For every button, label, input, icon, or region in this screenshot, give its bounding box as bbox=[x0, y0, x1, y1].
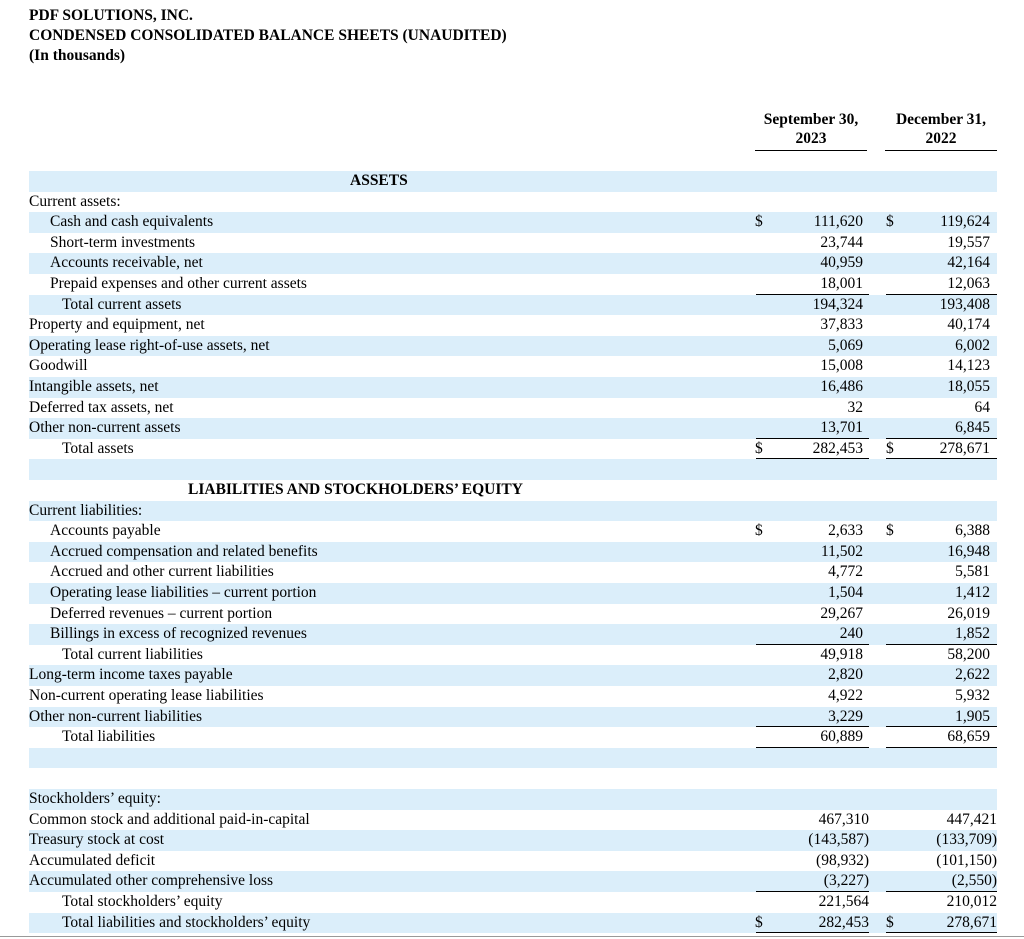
column-header-2023-line2: 2023 bbox=[795, 130, 827, 147]
value-2023: 2,820 bbox=[828, 666, 863, 684]
dollar-sign-2022: $ bbox=[886, 522, 894, 540]
value-2023: 282,453 bbox=[818, 913, 869, 931]
table-row bbox=[0, 624, 1024, 645]
value-2022: 64 bbox=[974, 398, 990, 416]
value-2022: 19,557 bbox=[947, 233, 990, 251]
section-liabilities-text: LIABILITIES AND STOCKHOLDERS’ EQUITY bbox=[188, 481, 523, 498]
value-2023: 15,008 bbox=[820, 357, 863, 375]
row-label: Accrued compensation and related benefits bbox=[50, 542, 318, 560]
value-2022: 14,123 bbox=[947, 357, 990, 375]
value-2022: 278,671 bbox=[946, 913, 997, 931]
table-row bbox=[0, 707, 1024, 728]
row-label: Billings in excess of recognized revenues bbox=[50, 625, 307, 643]
row-label: Other non-current liabilities bbox=[29, 707, 203, 725]
value-2023: 29,267 bbox=[820, 604, 863, 622]
value-2023: 282,453 bbox=[812, 439, 863, 457]
column-header-2023-line1: September 30, bbox=[763, 111, 859, 128]
dollar-sign-2022: $ bbox=[886, 913, 894, 931]
value-2023: 4,922 bbox=[828, 687, 863, 704]
value-2022: 42,164 bbox=[947, 254, 990, 272]
value-2022: 1,412 bbox=[955, 584, 990, 601]
row-label: Deferred tax assets, net bbox=[29, 398, 174, 416]
row-label: Operating lease liabilities – current portion bbox=[50, 584, 317, 601]
table-row bbox=[0, 336, 1024, 357]
value-2022: 447,421 bbox=[946, 810, 997, 828]
table-row bbox=[0, 892, 1024, 913]
dollar-sign-2022: $ bbox=[886, 439, 894, 457]
row-label: Current liabilities: bbox=[29, 501, 143, 519]
row-label: Long-term income taxes payable bbox=[29, 666, 233, 684]
table-row bbox=[0, 418, 1024, 439]
row-label: Goodwill bbox=[29, 357, 88, 375]
current-liabilities-heading bbox=[0, 501, 1024, 522]
table-row bbox=[0, 851, 1024, 872]
table-row bbox=[0, 212, 1024, 233]
value-2022: 210,012 bbox=[946, 893, 997, 910]
row-label: Stockholders’ equity: bbox=[29, 790, 161, 807]
table-row bbox=[0, 686, 1024, 707]
value-2023: 11,502 bbox=[820, 542, 863, 560]
table-row bbox=[0, 295, 1024, 316]
table-row bbox=[0, 583, 1024, 604]
value-2023: 221,564 bbox=[818, 893, 869, 910]
value-2023: 1,504 bbox=[828, 584, 863, 601]
table-row bbox=[0, 645, 1024, 666]
dollar-sign-2022: $ bbox=[886, 213, 894, 231]
value-2023: 467,310 bbox=[818, 810, 869, 828]
table-row bbox=[0, 233, 1024, 254]
row-label: Other non-current assets bbox=[29, 419, 181, 437]
value-2023: 60,889 bbox=[820, 728, 863, 746]
row-label: Deferred revenues – current portion bbox=[50, 604, 273, 622]
units-note: (In thousands) bbox=[29, 47, 126, 64]
dollar-sign-2023: $ bbox=[755, 913, 763, 931]
value-2023: (143,587) bbox=[808, 831, 869, 849]
value-2022: 6,388 bbox=[955, 522, 990, 540]
row-label: Operating lease right-of-use assets, net bbox=[29, 336, 270, 354]
value-2023: 37,833 bbox=[820, 316, 863, 334]
value-2023: 18,001 bbox=[820, 275, 863, 292]
column-header-2022-line1: December 31, bbox=[895, 111, 987, 128]
row-label: Intangible assets, net bbox=[29, 378, 159, 395]
value-2022: 6,845 bbox=[955, 419, 990, 437]
value-2022: 58,200 bbox=[947, 645, 990, 663]
spacer-row bbox=[0, 459, 1024, 480]
table-row bbox=[0, 727, 1024, 748]
value-2023: 194,324 bbox=[812, 295, 863, 313]
value-2023: 32 bbox=[847, 398, 863, 416]
row-label: Accounts receivable, net bbox=[50, 254, 203, 272]
value-2023: 2,633 bbox=[828, 522, 863, 540]
value-2023: 111,620 bbox=[813, 213, 863, 231]
table-row bbox=[0, 398, 1024, 419]
table-row bbox=[0, 377, 1024, 398]
column-header-2022-line2: 2022 bbox=[925, 130, 957, 147]
stockholders-equity-heading bbox=[0, 789, 1024, 810]
value-2022: 1,852 bbox=[955, 625, 990, 643]
column-header-2023 bbox=[755, 110, 867, 151]
table-row bbox=[0, 315, 1024, 336]
table-row bbox=[0, 253, 1024, 274]
row-label: Short-term investments bbox=[50, 233, 196, 251]
table-row bbox=[0, 521, 1024, 542]
section-liabilities bbox=[0, 480, 1024, 501]
value-2022: 6,002 bbox=[955, 336, 990, 354]
table-row bbox=[0, 604, 1024, 625]
row-label: Accrued and other current liabilities bbox=[50, 563, 274, 581]
row-label: Total stockholders’ equity bbox=[62, 893, 223, 910]
row-label: Property and equipment, net bbox=[29, 316, 205, 334]
row-label: Total liabilities and stockholders’ equity bbox=[62, 913, 311, 931]
table-row bbox=[0, 439, 1024, 460]
spacer-row bbox=[0, 768, 1024, 789]
value-2022: 12,063 bbox=[947, 275, 990, 292]
table-row bbox=[0, 542, 1024, 563]
row-label: Non-current operating lease liabilities bbox=[29, 687, 264, 704]
dollar-sign-2023: $ bbox=[755, 213, 763, 231]
value-2022: 119,624 bbox=[940, 213, 990, 231]
value-2023: (3,227) bbox=[823, 872, 869, 890]
value-2022: 40,174 bbox=[947, 316, 990, 334]
value-2022: 278,671 bbox=[939, 439, 990, 457]
table-row bbox=[0, 810, 1024, 831]
value-2022: (101,150) bbox=[936, 851, 997, 869]
value-2022: 2,622 bbox=[955, 666, 990, 684]
value-2022: (133,709) bbox=[936, 831, 997, 849]
value-2023: 16,486 bbox=[820, 378, 863, 395]
dollar-sign-2023: $ bbox=[755, 439, 763, 457]
row-label: Accumulated other comprehensive loss bbox=[29, 872, 274, 890]
value-2023: (98,932) bbox=[816, 851, 869, 869]
value-2023: 40,959 bbox=[820, 254, 863, 272]
page-bottom-rule bbox=[0, 936, 1024, 937]
row-label: Total liabilities bbox=[62, 728, 156, 746]
value-2022: 18,055 bbox=[947, 378, 990, 395]
value-2022: 193,408 bbox=[939, 295, 990, 313]
value-2022: 68,659 bbox=[947, 728, 990, 746]
row-label: Total current assets bbox=[62, 295, 182, 313]
value-2022: 5,932 bbox=[955, 687, 990, 704]
value-2022: (2,550) bbox=[951, 872, 997, 890]
value-2022: 5,581 bbox=[955, 563, 990, 581]
row-label: Treasury stock at cost bbox=[29, 831, 165, 849]
value-2023: 240 bbox=[839, 625, 863, 643]
table-row bbox=[0, 665, 1024, 686]
value-2023: 13,701 bbox=[820, 419, 863, 437]
column-header-2022 bbox=[885, 110, 997, 151]
table-row bbox=[0, 913, 1024, 934]
value-2022: 26,019 bbox=[947, 604, 990, 622]
row-label: Accumulated deficit bbox=[29, 851, 156, 869]
current-assets-heading bbox=[0, 192, 1024, 213]
table-row bbox=[0, 871, 1024, 892]
row-label: Accounts payable bbox=[50, 522, 161, 540]
row-label: Common stock and additional paid-in-capital bbox=[29, 810, 310, 828]
value-2022: 1,905 bbox=[955, 707, 990, 725]
table-row bbox=[0, 274, 1024, 295]
value-2023: 5,069 bbox=[828, 336, 863, 354]
row-label: Total current liabilities bbox=[62, 645, 203, 663]
table-row bbox=[0, 830, 1024, 851]
row-label: Current assets: bbox=[29, 192, 121, 210]
report-title: CONDENSED CONSOLIDATED BALANCE SHEETS (UNAUDITED) bbox=[29, 27, 507, 44]
value-2023: 3,229 bbox=[828, 707, 863, 725]
spacer-row bbox=[0, 748, 1024, 769]
value-2023: 23,744 bbox=[820, 233, 863, 251]
value-2023: 4,772 bbox=[828, 563, 863, 581]
dollar-sign-2023: $ bbox=[755, 522, 763, 540]
row-label: Prepaid expenses and other current assets bbox=[50, 275, 307, 292]
row-label: Total assets bbox=[62, 439, 134, 457]
table-row bbox=[0, 562, 1024, 583]
company-name: PDF SOLUTIONS, INC. bbox=[29, 7, 193, 24]
row-label: Cash and cash equivalents bbox=[50, 213, 214, 231]
section-assets-text: ASSETS bbox=[350, 172, 408, 189]
table-row bbox=[0, 356, 1024, 377]
value-2023: 49,918 bbox=[820, 645, 863, 663]
value-2022: 16,948 bbox=[947, 542, 990, 560]
section-assets bbox=[0, 171, 1024, 192]
